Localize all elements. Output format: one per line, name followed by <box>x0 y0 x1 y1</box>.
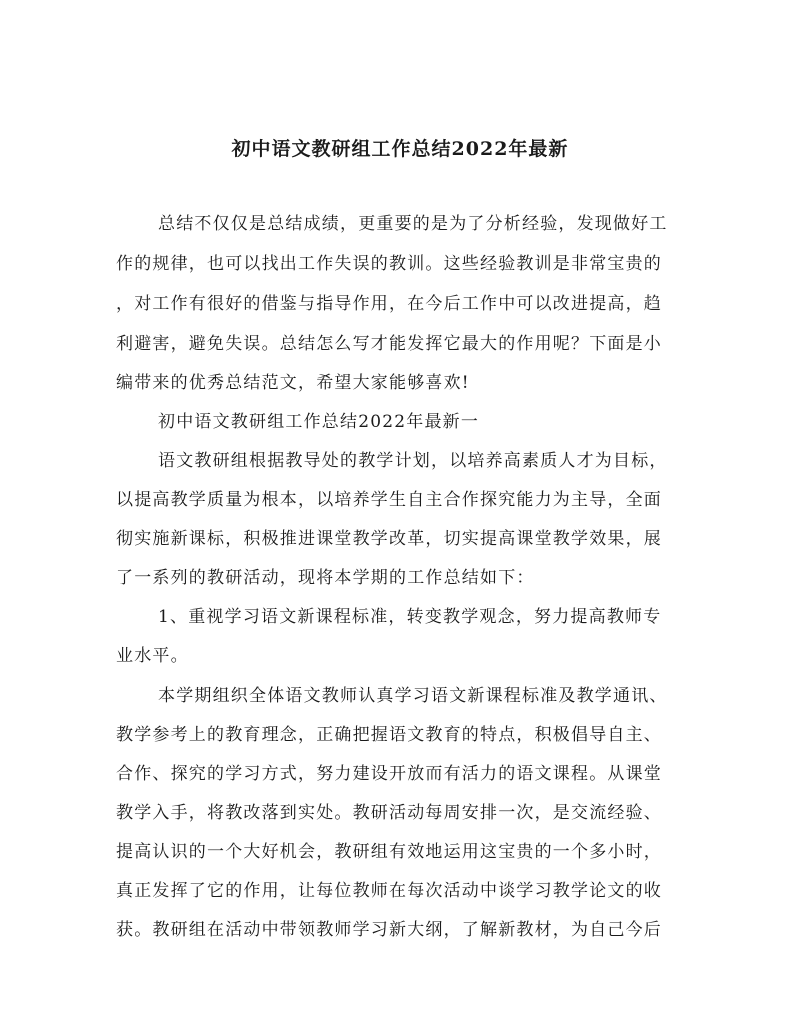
intro-line-5: 编带来的优秀总结范文，希望大家能够喜欢! <box>116 373 470 393</box>
body-line-1: 语文教研组根据教导处的教学计划，以培养高素质人才为目标， <box>158 451 668 471</box>
intro-line-1: 总结不仅仅是总结成绩，更重要的是为了分析经验，发现做好工 <box>158 214 668 234</box>
para-line-2: 教学参考上的教育理念，正确把握语文教育的特点，积极倡导自主、 <box>116 725 662 745</box>
body-line-2: 以提高教学质量为根本，以培养学生自主合作探究能力为主导，全面 <box>116 490 662 510</box>
document-title: 初中语文教研组工作总结2022年最新 <box>231 138 569 160</box>
point-1-line-1: 1、重视学习语文新课程标准，转变教学观念，努力提高教师专 <box>158 607 662 627</box>
para-line-6: 真正发挥了它的作用，让每位教师在每次活动中谈学习教学论文的收 <box>116 881 662 901</box>
body-line-4: 了一系列的教研活动，现将本学期的工作总结如下： <box>116 568 535 588</box>
para-line-5: 提高认识的一个大好机会，教研组有效地运用这宝贵的一个多小时， <box>116 842 662 862</box>
para-line-3: 合作、探究的学习方式，努力建设开放而有活力的语文课程。从课堂 <box>116 764 662 784</box>
para-line-7: 获。教研组在活动中带领教师学习新大纲，了解新教材，为自己今后 <box>116 920 662 940</box>
section-heading: 初中语文教研组工作总结2022年最新一 <box>158 412 480 432</box>
intro-line-4: 利避害，避免失误。总结怎么写才能发挥它最大的作用呢？下面是小 <box>116 334 662 354</box>
para-line-1: 本学期组织全体语文教师认真学习语文新课程标准及教学通讯、 <box>158 686 668 706</box>
para-line-4: 教学入手，将教改落到实处。教研活动每周安排一次，是交流经验、 <box>116 803 662 823</box>
body-line-3: 彻实施新课标，积极推进课堂教学改革，切实提高课堂教学效果，展 <box>116 529 662 549</box>
intro-line-2: 作的规律，也可以找出工作失误的教训。这些经验教训是非常宝贵的 <box>116 254 662 274</box>
intro-line-3: ，对工作有很好的借鉴与指导作用，在今后工作中可以改进提高，趋 <box>116 294 662 314</box>
point-1-line-2: 业水平。 <box>116 646 189 666</box>
